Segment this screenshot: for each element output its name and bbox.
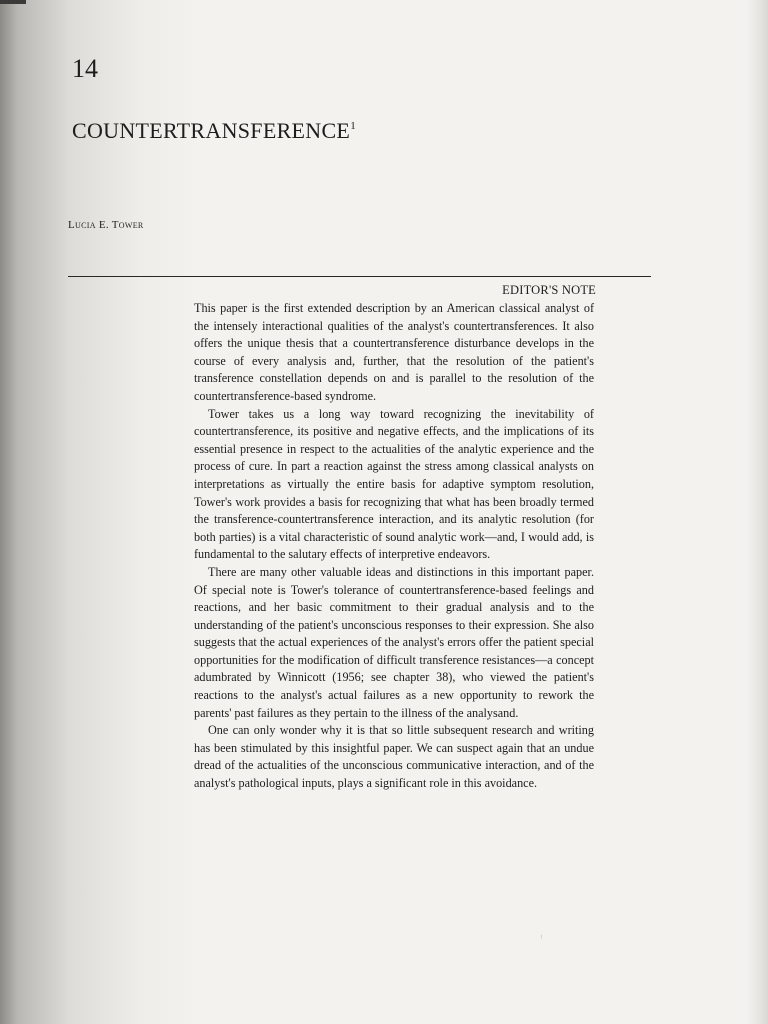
scan-speck: ꜝ <box>540 934 543 945</box>
editors-note-body <box>194 300 594 793</box>
editors-note-paragraph: This paper is the first extended description by an American classical analyst of the intensely interactional qualities of the analyst's countertransferences. It also offers the unique thesis that a countertransference disturbance develops in the course of every analysis and, further, that the resolution of the patient's transference constellation depends on and is parallel to the resolution of the countertransference-based syndrome. <box>194 301 594 403</box>
chapter-title-footnote-marker: 1 <box>350 120 356 132</box>
scan-right-edge <box>746 0 768 1024</box>
chapter-title <box>72 118 356 144</box>
scan-corner-mark <box>0 0 26 4</box>
chapter-title-text: COUNTERTRANSFERENCE <box>72 118 351 143</box>
editors-note-paragraph: One can only wonder why it is that so little subsequent research and writing has been stimulated by this insightful paper. We can suspect again that an undue dread of the actualities of the unconscious communicative interaction, and of the analyst's pathological inputs, plays a significant role in this avoidance. <box>194 723 594 791</box>
scan-gutter-shadow <box>0 0 200 1024</box>
author-name: Lucia E. Tower <box>68 219 144 231</box>
editors-note-paragraph: Tower takes us a long way toward recognizing the inevitability of countertransference, its positive and negative effects, and the implications of its essential presence in respect to the actualities of the analytic experience and the process of cure. In part a reaction against the stress among classical analysts on interpretations as virtually the entire basis for adaptive symptom resolution, Tower's work provides a basis for recognizing that what has been broadly termed the transference-countertransference interaction, and its analytic resolution (for both parties) is a vital characteristic of sound analytic work—and, I would add, is fundamental to the salutary effects of interpretive endeavors. <box>194 406 594 562</box>
editors-note-paragraph: There are many other valuable ideas and distinctions in this important paper. Of special note is Tower's tolerance of countertransference-based feelings and reactions, and her basic commitment to their gradual analysis and to the understanding of the patient's unconscious responses to their expression. She also suggests that the actual experiences of the analyst's errors offer the patient special opportunities for the modification of difficult transference resistances—a concept adumbrated by Winnicott (1956; see chapter 38), who viewed the patient's reactions to the analyst's actual failures as a new opportunity to rework the parents' past failures as they pertain to the illness of the analysand. <box>194 564 594 720</box>
section-rule <box>68 276 651 277</box>
chapter-number: 14 <box>72 54 98 83</box>
editors-note-label: EDITOR'S NOTE <box>502 283 596 297</box>
